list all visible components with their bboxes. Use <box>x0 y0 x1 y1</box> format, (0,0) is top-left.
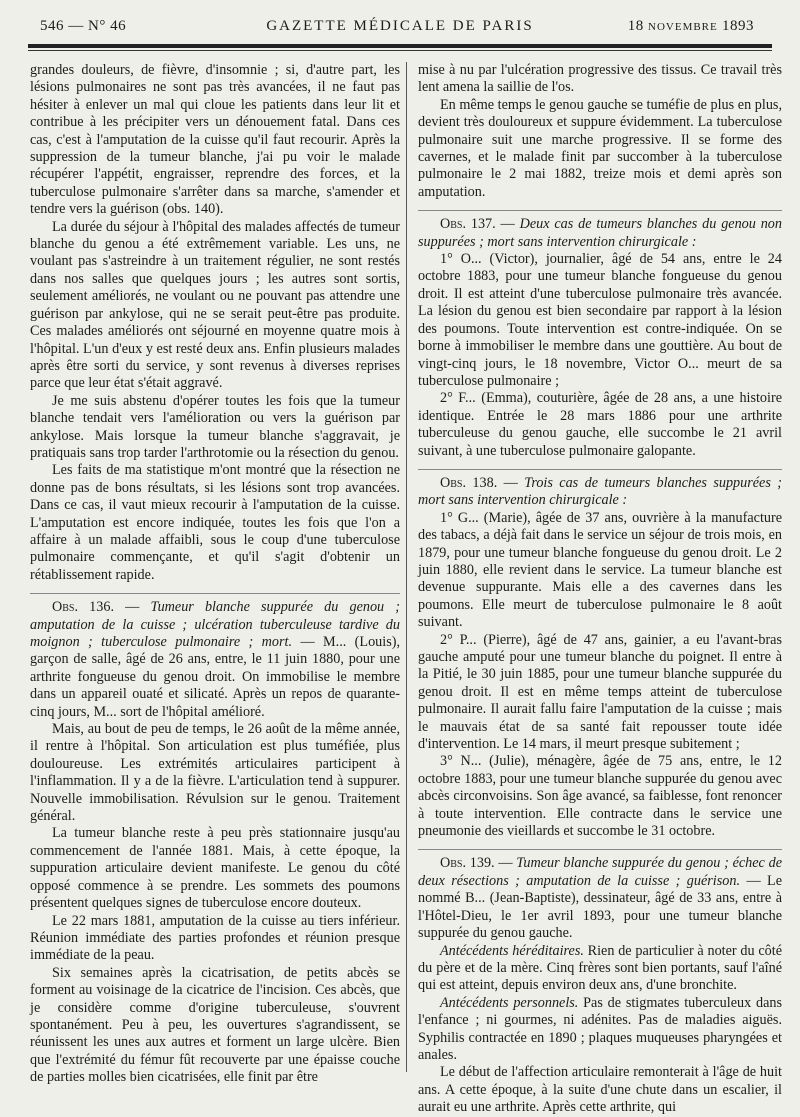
paragraph: En même temps le genou gauche se tuméfie de plus en plus, devient très douloureux et suppure évidemment. La tuberculose pulmonaire suit une marche progressive. Il se forme des cavernes, et le malade finit par succomber à la tuberculose pulmonaire le 2 mai 1882, treize mois et demi après son amputation. <box>418 96 782 200</box>
paragraph: La durée du séjour à l'hôpital des malades affectés de tumeur blanche du genou a été extrêmement variable. Les uns, ne voulant pas s'astreindre à un traitement régulier, ne sont restés dans nos salles que quelques jours ; les autres sont sortis, seulement améliorés, ne voulant ou ne pouvant pas attendre une guérison par ankylose, qui ne se serait peut-être pas produite. Ces malades améliorés ont séjourné en moyenne quatre mois à l'hôpital. L'un d'eux y est resté deux ans. Enfin plusieurs malades après être sorti du service, y sont revenus à diverses reprises parce que leur état s'était aggravé. <box>30 218 400 392</box>
paragraph: 3° N... (Julie), ménagère, âgée de 75 ans, entre, le 12 octobre 1883, pour une tumeur blanche suppurée du genou avec abcès circonvoisins. Son âge avancé, sa faiblesse, font renoncer à toute intervention. Elle contracte dans le service une pneumonie des vieillards et succombe le 31 octobre. <box>418 753 782 840</box>
page-header <box>28 18 772 40</box>
paragraph: Les faits de ma statistique m'ont montré que la résection ne donne pas de bons résultats, si les lésions sont trop avancées. Dans ce cas, il vaut mieux recourir à l'amputation de la cuisse. L'amputation est encore indiquée, toutes les fois que l'on a affaire à un malade affaibli, sous le coup d'une tuberculose pulmonaire commençante, et qu'il s'agit d'obtenir un rétablissement rapide. <box>30 462 400 583</box>
paragraph: 1° O... (Victor), journalier, âgé de 54 ans, entre le 24 octobre 1883, pour une tumeur blanche fongueuse du genou droit. Il est atteint d'une tuberculose pulmonaire très avancée. La lésion du genou est bien secondaire par rapport à la lésion des poumons. Toute intervention est contre-indiquée. On se borne à immobiliser le membre dans une gouttière. Au bout de vingt-cinq jours, le 18 novembre, Victor O... meurt de sa tuberculose pulmonaire ; <box>418 251 782 389</box>
observation-text: — Le nommé B... (Jean-Baptiste), dessinateur, âgé de 33 ans, entre à l'Hôtel-Dieu, le 1er avril 1893, pour une tumeur blanche suppurée du genou gauche. <box>418 872 783 942</box>
paragraph: Six semaines après la cicatrisation, de petits abcès se forment au voisinage de la cicatrice de l'incision. Ces abcès, que je considère comme d'origine tuberculeuse, s'ouvrent spontanément. Peu à peu, les ouvertures s'agrandissent, se réunissent les unes aux autres et forment un large ulcère. Bien que l'extrémité du fémur fût recouverte par une épaisse couche de parties molles bien cicatrisées, elle finit par être <box>30 964 400 1086</box>
observation-title: Tumeur blanche suppurée du genou ; amputation de la cuisse ; ulcération tuberculeuse tardive du moignon ; tuberculose pulmonaire ; mort. <box>30 599 401 650</box>
left-column <box>30 62 400 1087</box>
right-column <box>418 62 782 1117</box>
paragraph <box>418 995 782 1065</box>
paragraph: Le 22 mars 1881, amputation de la cuisse au tiers inférieur. Réunion immédiate des parties profondes et réunion presque immédiate de la peau. <box>30 912 400 964</box>
observation-139: Obs. 139. — Tumeur blanche suppurée du genou ; échec de deux résections ; amputation de la cuisse ; guérison. — Le nommé B... (Jean-Baptiste), dessinateur, âgé de 33 ans, entre à l'Hôtel-Dieu, le 1er avril 1893, pour une tumeur blanche suppurée du genou gauche. <box>418 849 782 942</box>
observation-title: Trois cas de tumeurs blanches suppurées ; mort sans intervention chirurgicale : <box>418 474 782 509</box>
paragraph: mise à nu par l'ulcération progressive des tissus. Ce travail très lent amena la saillie de l'os. <box>418 62 782 96</box>
observation-title: Deux cas de tumeurs blanches du genou non suppurées ; mort sans intervention chirurgicale : <box>418 216 782 250</box>
observation-label: Obs. 136. <box>52 599 114 616</box>
observation-title: Tumeur blanche suppurée du genou ; échec de deux résections ; amputation de la cuisse ; guérison. <box>418 855 782 889</box>
paragraph-text: Pas de stigmates tuberculeux dans l'enfance ; ni gourmes, ni adénites. Pas de maladies aiguës. Syphilis contractée en 1890 ; plaques muqueuses pharyngées et anales. <box>418 994 782 1063</box>
paragraph: grandes douleurs, de fièvre, d'insomnie ; si, d'autre part, les lésions pulmonaires ne sont pas très avancées, il ne faut pas hésiter à enlever un mal qui cloue les patients dans leur lit et contribue à les précipiter vers un dénouement fatal. Dans ces cas, c'est à l'amputation de la cuisse qu'il faut recourir. Après la suppression de la tumeur blanche, j'ai pu voir le malade récupérer l'appétit, engraisser, reprendre des forces, et la tuberculose pulmonaire s'arrêter dans sa marche, s'amender et tendre vers la guérison (obs. 140). <box>30 62 400 218</box>
paragraph-text: Rien de particulier à noter du côté du père et de la mère. Cinq frères sont bien portants, sauf l'aîné qui est atteint, depuis environ deux ans, d'une bronchite. <box>418 942 782 994</box>
observation-137: Obs. 137. — Deux cas de tumeurs blanches du genou non suppurées ; mort sans intervention chirurgicale : <box>418 210 782 251</box>
header-rule-thin <box>28 50 772 51</box>
paragraph: 2° F... (Emma), couturière, âgée de 28 ans, a une histoire identique. Entrée le 28 mars 1886 pour une arthrite tuberculeuse du genou gauche, elle succombe le 21 avril suivant, à une tuberculose pulmonaire galopante. <box>418 390 782 459</box>
observation-label: Obs. 137. <box>440 216 496 233</box>
observation-label: Obs. 139. <box>440 855 495 872</box>
section-label: Antécédents personnels. <box>440 994 579 1011</box>
header-rule-thick <box>28 44 772 48</box>
paragraph: Mais, au bout de peu de temps, le 26 août de la même année, il rentre à l'hôpital. Son articulation est plus tuméfiée, plus douloureuse. Les extrémités articulaires participent à l'inflammation. Il y a de la fièvre. L'articulation tend à suppurer. Nouvelle immobilisation. Révulsion sur le genou. Traitement général. <box>30 721 400 825</box>
section-label: Antécédents héréditaires. <box>440 942 584 959</box>
paragraph: Le début de l'affection articulaire remonterait à l'âge de huit ans. A cette époque, à la suite d'une chute dans un escalier, il aurait eu une arthrite. Après cette arthrite, qui <box>418 1064 782 1116</box>
date-year: 1893 <box>722 18 754 34</box>
observation-138: Obs. 138. — Trois cas de tumeurs blanches suppurées ; mort sans intervention chirurgicale : <box>418 469 782 510</box>
observation-label: Obs. 138. <box>440 474 498 491</box>
paragraph: La tumeur blanche reste à peu près stationnaire jusqu'au commencement de l'année 1881. Mais, à cette époque, la suppuration articulaire devient manifeste. Le genou du côté opposé commence à se prendre. Les sommets des poumons présentent quelques signes de tuberculose encore douteux. <box>30 825 400 912</box>
date-day: 18 <box>627 18 644 34</box>
date-month: NOVEMBRE <box>648 21 718 33</box>
issue-date <box>628 18 754 35</box>
observation-text: — M... (Louis), garçon de salle, âgé de 26 ans, entre, le 11 juin 1880, pour une arthrite fongueuse du genou droit. On immobilise le membre dans un appareil ouaté et silicaté. Après un repos de quarante-cinq jours, M... sort de l'hôpital amélioré. <box>30 634 400 720</box>
journal-title: GAZETTE MÉDICALE DE PARIS <box>266 18 534 34</box>
paragraph <box>418 943 782 995</box>
observation-136: Obs. 136. — Tumeur blanche suppurée du genou ; amputation de la cuisse ; ulcération tuberculeuse tardive du moignon ; tuberculose pulmonaire ; mort. — M... (Louis), garçon de salle, âgé de 26 ans, entre, le 11 juin 1880, pour une arthrite fongueuse du genou droit. On immobilise le membre dans un appareil ouaté et silicaté. Après un repos de quarante-cinq jours, M... sort de l'hôpital amélioré. <box>30 593 400 721</box>
column-divider <box>406 62 407 1072</box>
paragraph: 2° P... (Pierre), âgé de 47 ans, gainier, a eu l'avant-bras gauche amputé pour une tumeur blanche du poignet. Il entre à la Pitié, le 30 juin 1885, pour une tumeur blanche suppurée du genou droit. Il est en même temps atteint de tuberculose pulmonaire. Il aurait fallu faire l'amputation de la cuisse ; mais le mauvais état de sa santé fait repousser toute idée d'intervention. Le 14 mars, il meurt presque subitement ; <box>418 631 782 753</box>
paragraph: Je me suis abstenu d'opérer toutes les fois que la tumeur blanche tendait vers l'amélioration ou vers la guérison par ankylose. Mais lorsque la tumeur blanche s'aggravait, je pratiquais sans trop tarder l'arthrotomie ou la résection du genou. <box>30 392 400 461</box>
page-number: 546 — N° 46 <box>40 18 127 34</box>
paragraph: 1° G... (Marie), âgée de 37 ans, ouvrière à la manufacture des tabacs, a déjà fait dans le service un séjour de trois mois, en 1879, pour une tumeur blanche fongueuse du genou droit. Le 2 juin 1880, elle revient dans le service. La tumeur blanche est devenue suppurante. Mais elle a des cavernes dans les poumons. Elle meurt de tuberculose pulmonaire le 8 août suivant. <box>418 509 782 631</box>
